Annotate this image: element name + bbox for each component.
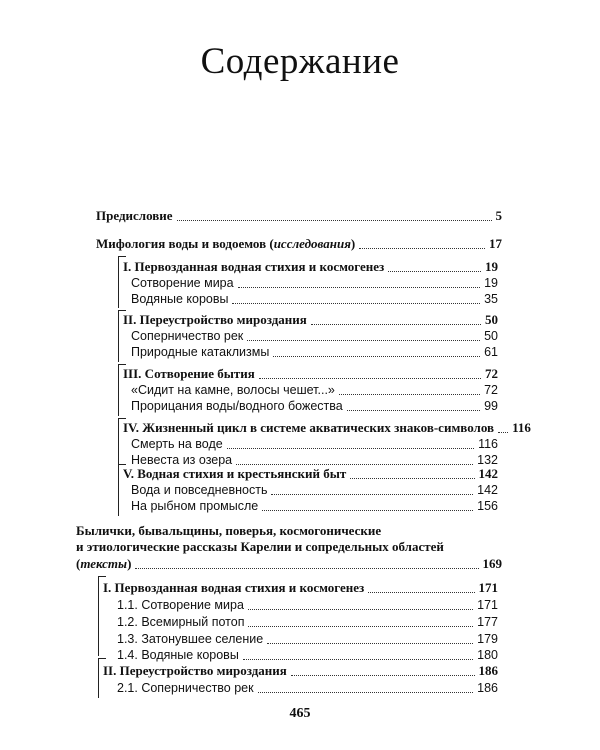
leader-dots: [267, 643, 473, 644]
leader-dots: [350, 478, 474, 479]
toc-entry-label: 1.3. Затонувшее селение: [117, 632, 264, 646]
bracket-line: [118, 256, 119, 308]
toc-entry-label: «Сидит на камне, волосы чешет...»: [131, 383, 335, 397]
toc-entry-page: 156: [477, 499, 498, 513]
section-heading-line: и этиологические рассказы Карелии и сопредельных областей: [76, 539, 444, 554]
toc-entry-label: I. Первозданная водная стихия и космогенез: [123, 259, 385, 274]
leader-dots: [248, 626, 473, 627]
toc-entry: [123, 366, 498, 382]
bracket-line: [118, 256, 126, 257]
toc-entry-label: 1.2. Всемирный потоп: [117, 615, 245, 629]
toc-entry-page: 72: [484, 383, 498, 397]
toc-entry-label: (тексты): [76, 556, 132, 571]
toc-entry-page: 5: [495, 208, 502, 223]
bracket-line: [98, 658, 99, 698]
bracket-line: [118, 310, 126, 311]
bracket-line: [98, 658, 106, 659]
toc-entry-label: IV. Жизненный цикл в системе акватических знаков-символов: [123, 420, 495, 435]
leader-dots: [339, 394, 480, 395]
toc-entry-label: 1.1. Сотворение мира: [117, 598, 244, 612]
toc-entry: [123, 312, 498, 328]
toc-entry-label: II. Переустройство мироздания: [123, 312, 307, 327]
toc-entry-label: На рыбном промысле: [131, 499, 259, 513]
leader-dots: [347, 410, 480, 411]
toc-entry-label: III. Сотворение бытия: [123, 366, 255, 381]
toc-entry: [131, 436, 498, 452]
leader-dots: [238, 287, 481, 288]
leader-dots: [258, 692, 474, 693]
toc-entry-page: 35: [484, 292, 498, 306]
toc-entry-page: 142: [478, 466, 498, 481]
toc-entry-page: 132: [477, 453, 498, 467]
bracket-line: [118, 464, 126, 465]
toc-entry-page: 171: [478, 580, 498, 595]
leader-dots: [259, 378, 481, 379]
toc-entry-page: 61: [484, 345, 498, 359]
toc-entry-label: Сотворение мира: [131, 276, 234, 290]
toc-entry: [131, 498, 498, 514]
toc-entry-page: 179: [477, 632, 498, 646]
bracket-line: [98, 576, 99, 656]
toc-entry: [117, 597, 498, 613]
leader-dots: [177, 220, 492, 221]
toc-entry-label: II. Переустройство мироздания: [103, 663, 287, 678]
leader-dots: [248, 609, 473, 610]
toc-entry: [96, 236, 502, 252]
toc-entry-label: Прорицания воды/водного божества: [131, 399, 343, 413]
leader-dots: [236, 464, 473, 465]
toc-entry-page: 19: [485, 259, 498, 274]
toc-entry: [117, 631, 498, 647]
toc-entry-label: Невеста из озера: [131, 453, 233, 467]
toc-entry: [131, 344, 498, 360]
leader-dots: [388, 271, 481, 272]
bracket-line: [118, 418, 119, 470]
toc-entry: [131, 382, 498, 398]
toc-entry-page: 186: [477, 681, 498, 695]
toc-entry-label: Соперничество рек: [131, 329, 244, 343]
toc-entry-label: Водяные коровы: [131, 292, 229, 306]
leader-dots: [291, 675, 475, 676]
leader-dots: [232, 303, 480, 304]
toc-entry: [117, 647, 498, 663]
toc-entry-page: 186: [478, 663, 498, 678]
toc-entry: [131, 398, 498, 414]
toc-entry-page: 171: [477, 598, 498, 612]
toc-entry: [123, 466, 498, 482]
leader-dots: [262, 510, 473, 511]
toc-entry-label: Смерть на воде: [131, 437, 223, 451]
toc-entry-page: 116: [512, 420, 531, 435]
toc-entry-label: Мифология воды и водоемов (исследования): [96, 236, 356, 251]
toc-entry-label: I. Первозданная водная стихия и космогенез: [103, 580, 365, 595]
toc-entry-page: 177: [477, 615, 498, 629]
leader-dots: [247, 340, 480, 341]
bracket-line: [118, 464, 119, 516]
page-number: 465: [289, 706, 311, 721]
toc-entry-label: 1.4. Водяные коровы: [117, 648, 239, 662]
leader-dots: [271, 494, 473, 495]
bracket-line: [118, 418, 126, 419]
leader-dots: [311, 324, 481, 325]
bracket-line: [118, 364, 119, 416]
toc-entry-page: 19: [484, 276, 498, 290]
toc-entry-label: Природные катаклизмы: [131, 345, 270, 359]
toc-entry: [96, 208, 502, 224]
toc-entry-page: 116: [478, 437, 498, 451]
toc-entry: [117, 614, 498, 630]
toc-entry-page: 142: [477, 483, 498, 497]
toc-entry-page: 50: [485, 312, 498, 327]
toc-entry-page: 169: [482, 556, 502, 571]
bracket-line: [98, 576, 106, 577]
toc-entry: [76, 556, 502, 572]
toc-entry: [131, 328, 498, 344]
toc-entry: [131, 275, 498, 291]
toc-entry: [131, 291, 498, 307]
toc-entry: [103, 580, 498, 596]
toc-entry: [117, 680, 498, 696]
page-title: Содержание: [200, 41, 400, 82]
toc-entry-page: 17: [489, 236, 502, 251]
toc-entry-label: V. Водная стихия и крестьянский быт: [123, 466, 347, 481]
bracket-line: [118, 364, 126, 365]
leader-dots: [273, 356, 480, 357]
leader-dots: [135, 568, 478, 569]
toc-entry: [103, 663, 498, 679]
toc-entry: [123, 259, 498, 275]
toc-entry-label: Предисловие: [96, 208, 173, 223]
section-heading-line: Былички, бывальщины, поверья, космогонические: [76, 523, 382, 538]
toc-entry: [131, 482, 498, 498]
toc-entry-page: 50: [484, 329, 498, 343]
leader-dots: [498, 432, 508, 433]
leader-dots: [368, 592, 474, 593]
toc-entry-page: 99: [484, 399, 498, 413]
leader-dots: [359, 248, 485, 249]
toc-entry-label: 2.1. Соперничество рек: [117, 681, 254, 695]
leader-dots: [243, 659, 473, 660]
toc-entry-page: 72: [485, 366, 498, 381]
toc-entry-label: Вода и повседневность: [131, 483, 268, 497]
toc-entry-page: 180: [477, 648, 498, 662]
bracket-line: [118, 310, 119, 362]
toc-entry: [123, 420, 531, 436]
leader-dots: [227, 448, 474, 449]
